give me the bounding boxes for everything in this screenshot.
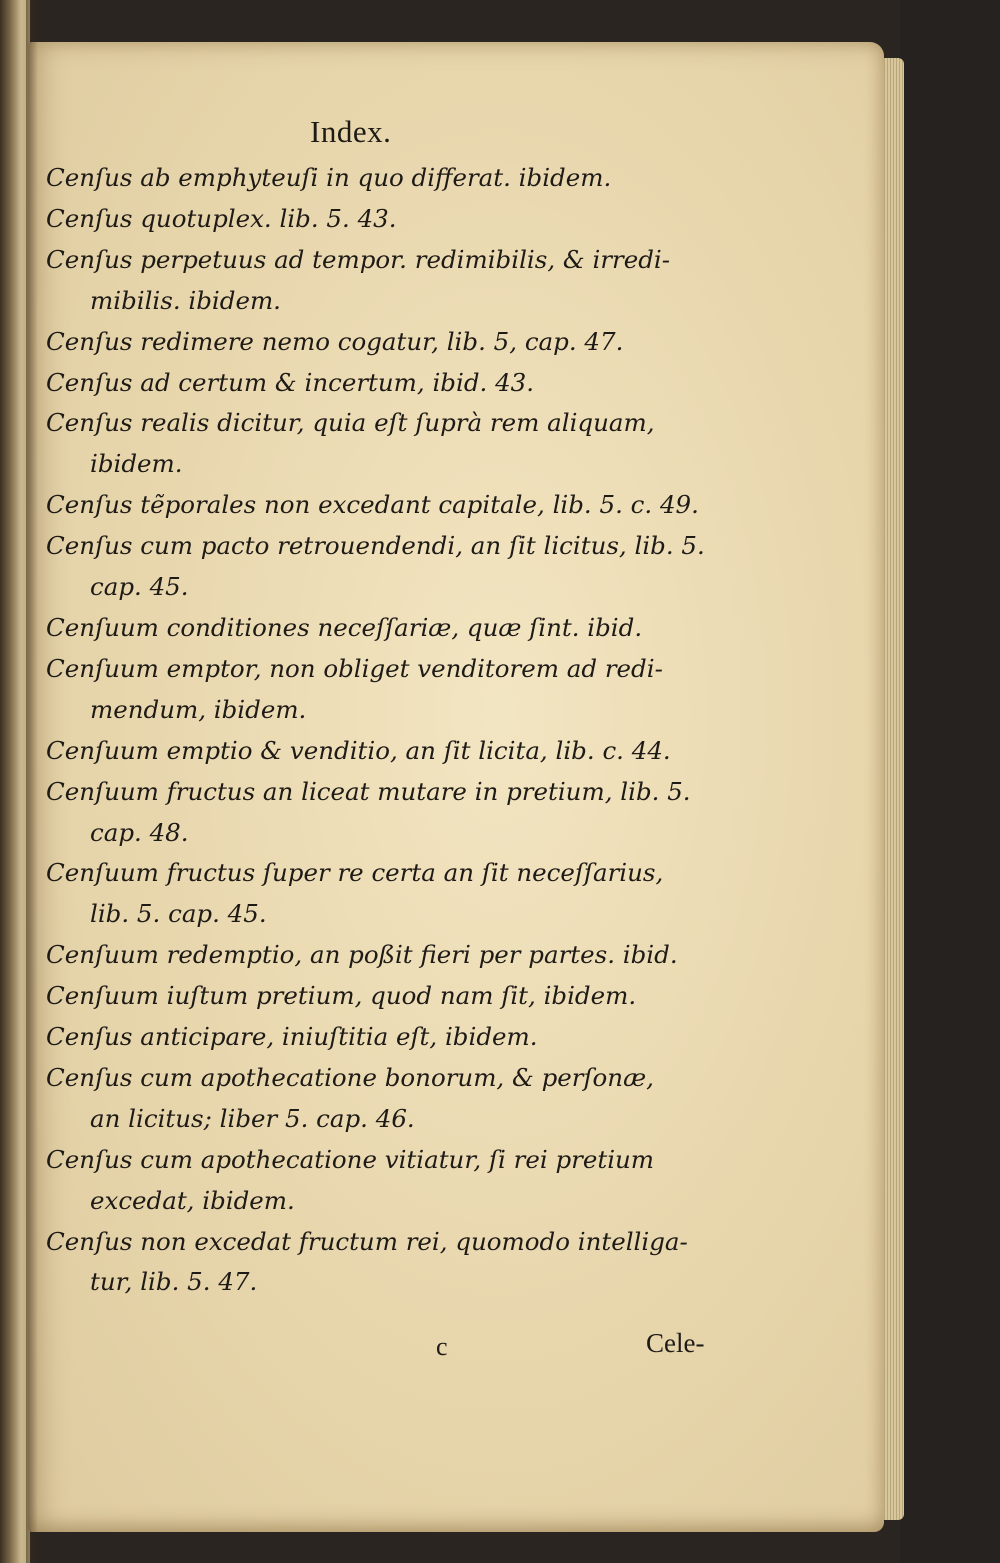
index-entry [46,158,736,199]
index-entry [46,240,736,322]
entry-continuation: an licitus; liber 5. cap. 46. [90,1103,415,1133]
entry-continuation: tur, lib. 5. 47. [90,1267,258,1297]
entry-line: Cenſuum fructus an liceat mutare in pretium, lib. 5. [46,776,691,806]
entry-line: Cenſus cum apothecatione bonorum, & perſonæ, [46,1062,654,1092]
entry-line: Cenſus quotuplex. lib. 5. 43. [46,203,397,233]
entry-line: Cenſus redimere nemo cogatur, lib. 5, cap. 47. [46,326,624,356]
entry-line: Cenſus non excedat fructum rei, quomodo intelliga- [46,1226,688,1256]
entry-line: Cenſus anticipare, iniuſtitia eſt, ibidem. [46,1022,538,1052]
entry-line: Cenſus cum apothecatione vitiatur, ſi rei pretium [46,1144,655,1174]
index-entry [46,935,736,976]
index-entry [46,526,736,608]
entry-line: Cenſuum emptio & venditio, an ſit licita, lib. c. 44. [46,735,671,765]
index-entry [46,976,736,1017]
background-right [900,0,1000,1563]
entry-line: Cenſus ab emphyteuſi in quo differat. ibidem. [46,163,612,192]
entry-continuation: excedat, ibidem. [90,1185,295,1215]
index-entry [46,363,736,404]
entry-continuation: cap. 45. [90,572,189,602]
entry-line: Cenſuum iuſtum pretium, quod nam ſit, ibidem. [46,981,637,1011]
entry-line: Cenſus realis dicitur, quia eſt ſuprà rem aliquam, [46,408,655,438]
index-entry [46,485,736,526]
entry-line: Cenſus perpetuus ad tempor. redimibilis, & irredi- [46,244,671,274]
index-entry [46,772,736,854]
index-entry [46,1140,736,1222]
index-entry [46,199,736,240]
entry-continuation: lib. 5. cap. 45. [90,899,267,929]
page [28,42,884,1532]
entry-line: Cenſus tẽporales non excedant capitale, lib. 5. c. 49. [46,490,699,520]
entry-line: Cenſuum conditiones neceſſariæ, quæ ſint. ibid. [46,612,643,642]
page-content [28,42,884,1532]
entry-continuation: ibidem. [90,449,183,479]
entry-continuation: mibilis. ibidem. [90,285,281,315]
entry-line: Cenſuum redemptio, an poßit fieri per partes. ibid. [46,940,678,970]
index-entry [46,1222,736,1304]
index-entry [46,731,736,772]
index-entry [46,1058,736,1140]
page-heading: Index. [310,114,392,149]
entry-line: Cenſus ad certum & incertum, ibid. 43. [46,367,535,397]
entry-line: Cenſuum emptor, non obliget venditorem ad redi- [46,653,663,683]
gutter-shadow [26,0,38,1563]
index-entries [46,158,736,1303]
entry-continuation: mendum, ibidem. [90,694,307,724]
index-entry [46,649,736,731]
signature-mark: c [436,1332,448,1361]
page-stack-edges [882,58,904,1520]
index-entry [46,403,736,485]
entry-continuation: cap. 48. [90,817,189,847]
catchword: Cele- [646,1328,705,1358]
index-entry [46,1017,736,1058]
entry-line: Cenſuum fructus ſuper re certa an ſit neceſſarius, [46,858,664,888]
index-entry [46,853,736,935]
index-entry [46,322,736,363]
entry-line: Cenſus cum pacto retrouendendi, an ſit licitus, lib. 5. [46,531,705,561]
index-entry [46,608,736,649]
